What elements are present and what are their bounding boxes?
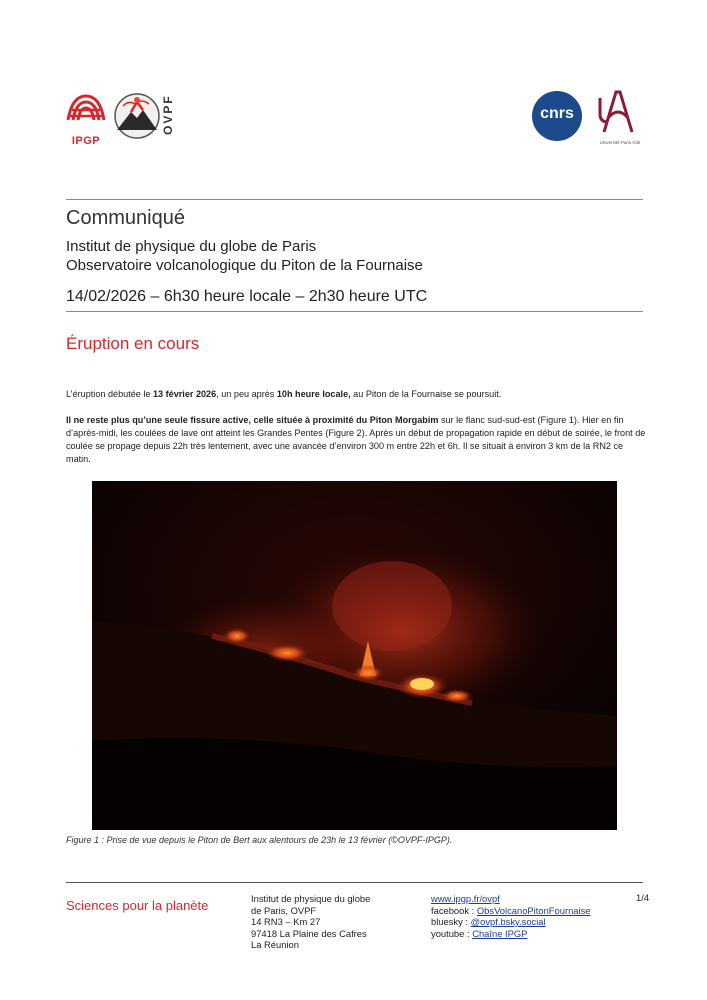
address-line: Institut de physique du globe [251, 893, 371, 904]
website-link[interactable]: www.ipgp.fr/ovpf [431, 893, 500, 904]
document-type-title: Communiqué [66, 207, 185, 229]
header-bottom-rule [66, 311, 643, 312]
ipgp-emblem-icon [64, 90, 108, 132]
universite-paris-cite-logo [594, 88, 646, 148]
para1-text-b: , un peu après [216, 389, 277, 399]
date-time-line: 14/02/2026 – 6h30 heure locale – 2h30 heure UTC [66, 288, 428, 305]
page-number: 1/4 [636, 892, 650, 903]
ovpf-logo-text: OVPF [161, 94, 175, 135]
observatory-name: Observatoire volcanologique du Piton de la Fournaise [66, 257, 423, 274]
para2-bold-fissure: Il ne reste plus qu’une seule fissure active, celle située à proximité du Piton Morgabim [66, 415, 439, 425]
headline: Éruption en cours [66, 334, 200, 353]
footer-tagline: Sciences pour la planète [66, 898, 209, 913]
para1-bold-date: 13 février 2026 [152, 389, 217, 399]
upc-logo-text: Université Paris Cité [599, 140, 641, 145]
ovpf-logo [113, 88, 179, 144]
cnrs-logo-text: cnrs [540, 105, 574, 122]
address-line: La Réunion [251, 939, 299, 951]
address-line: 14 RN3 – Km 27 [251, 916, 321, 928]
para1-text-a: L’éruption débutée le [66, 389, 153, 399]
figure-caption: Figure 1 : Prise de vue depuis le Piton de Bert aux alentours de 23h le 13 février (©OVPF-IPGP). [66, 835, 453, 845]
para2-text: sur le flanc sud-sud-est (Figure 1). Hier en fin d’après-midi, les coulées de lave ont atteint les Grandes Pentes (Figure 2). Après un début de propagation rapide en début de soirée, le front de coulée se propage depuis 22h très lentement, avec une avancée d’environ 300 m entre 22h et 6h. Il se situait à environ 3 km de la RN2 ce matin. [66, 415, 646, 464]
ipgp-logo-text: IPGP [71, 135, 101, 147]
bluesky-link[interactable]: @ovpf.bsky.social [470, 916, 546, 928]
youtube-link[interactable]: Chaîne IPGP [472, 927, 528, 939]
ipgp-logo [64, 90, 108, 146]
address-line: de Paris, OVPF [251, 904, 317, 916]
bluesky-label: bluesky : [431, 916, 471, 928]
upc-tower-emblem-icon [594, 88, 646, 134]
footer-rule [66, 882, 643, 883]
para1-bold-time: 10h heure locale, [276, 389, 351, 399]
footer-links [431, 893, 591, 939]
youtube-label: youtube : [431, 927, 473, 939]
paragraph-eruption-start [66, 388, 646, 401]
facebook-link[interactable]: ObsVolcanoPitonFournaise [476, 904, 591, 916]
eruption-night-photo-graphic [92, 481, 617, 830]
facebook-label: facebook : [431, 904, 477, 916]
eruption-photo [92, 481, 617, 830]
header-top-rule [66, 199, 643, 200]
paragraph-fissure-status [66, 414, 646, 466]
para1-text-c: au Piton de la Fournaise se poursuit. [350, 389, 502, 399]
footer-address [251, 893, 370, 951]
address-line: 97418 La Plaine des Cafres [251, 927, 367, 939]
cnrs-logo [530, 90, 584, 142]
ovpf-volcano-emblem-icon [113, 88, 161, 144]
institution-name: Institut de physique du globe de Paris [66, 238, 317, 255]
